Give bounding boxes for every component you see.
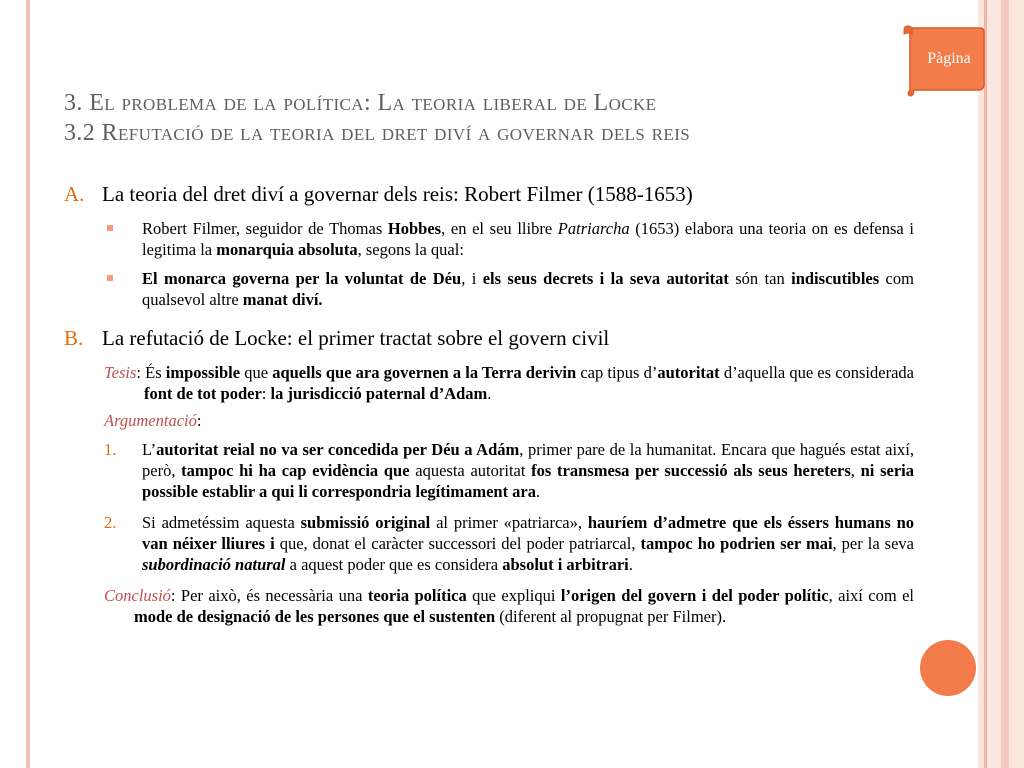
bullet-filmer <box>104 218 914 260</box>
bold-text: fos transmesa per successió als seus hereters <box>531 461 851 480</box>
text: : <box>196 411 202 430</box>
text: , segons la qual: <box>357 240 464 259</box>
bold-text: aquells que ara governen a la Terra derivin <box>272 363 577 382</box>
bullet-square-icon <box>107 225 113 231</box>
text: , primer pare de la humanitat. Encara que hagués estat així, però, <box>142 440 914 480</box>
argument-2-number: 2. <box>104 513 117 532</box>
text: , per la seva <box>832 534 914 553</box>
page-tab-label: Pàgina <box>927 50 971 67</box>
text: , <box>850 461 861 480</box>
bold-text: manat diví. <box>242 290 323 309</box>
text: que expliqui <box>466 586 561 605</box>
bold-text: ni seria possible establir a qui li correspondria legítimament ara <box>142 461 914 501</box>
decorative-circle <box>920 640 976 696</box>
text: cap tipus d’ <box>576 363 658 382</box>
conclusio-paragraph <box>104 585 914 627</box>
argumentacio-label-line <box>104 410 914 431</box>
bold-text: la jurisdicció paternal d’Adam <box>270 384 488 403</box>
text: són tan <box>728 269 792 288</box>
text: d’aquella que es considerada <box>719 363 914 382</box>
text: . <box>628 555 633 574</box>
bold-text: tampoc ho podrien ser mai <box>640 534 833 553</box>
section-b-heading <box>64 324 914 352</box>
bold-text: font de tot poder <box>144 384 262 403</box>
bold-text: hauríem d’admetre que els éssers humans no van néixer lliures i <box>142 513 915 553</box>
argument-1-number: 1. <box>104 440 117 459</box>
section-b-marker: B. <box>64 326 84 350</box>
text: com qualsevol altre <box>142 269 914 309</box>
text: Si admetéssim aquesta <box>142 513 301 532</box>
section-a-heading <box>64 180 914 208</box>
text: al primer «patriarca», <box>430 513 588 532</box>
bold-text: autoritat <box>657 363 720 382</box>
text: Robert Filmer, seguidor de Thomas <box>142 219 388 238</box>
bold-text: impossible <box>165 363 241 382</box>
bullet-monarca <box>104 268 914 310</box>
text: L’ <box>142 440 157 459</box>
bold-italic-text: subordinació natural <box>142 555 286 574</box>
title-line-2: 3.2 Refutació de la teoria del dret diví a governar dels reis <box>64 120 691 146</box>
frame-left-line <box>26 0 30 768</box>
text: . <box>487 384 492 403</box>
section-a-marker: A. <box>64 182 85 206</box>
text: : És <box>136 363 166 382</box>
bold-text: submissió original <box>300 513 431 532</box>
text: que <box>240 363 273 382</box>
italic-text: Patriarcha <box>557 219 630 238</box>
tesis-label: Tesis <box>104 363 137 382</box>
frame-right-line <box>984 0 987 768</box>
bold-text: l’origen del govern i del poder polític <box>560 586 829 605</box>
text: , en el seu llibre <box>441 219 558 238</box>
argument-2 <box>104 512 914 575</box>
text: (diferent al propugnat per Filmer). <box>495 607 727 626</box>
tesis-paragraph <box>104 362 914 404</box>
bold-text: indiscutibles <box>791 269 880 288</box>
bullet-square-icon <box>107 275 113 281</box>
title-line-1: 3. El problema de la política: La teoria liberal de Locke <box>64 90 657 116</box>
text: a aquest poder que es considera <box>285 555 503 574</box>
bold-text: absolut i arbitrari <box>502 555 629 574</box>
section-b-title: La refutació de Locke: el primer tractat sobre el govern civil <box>102 326 610 350</box>
text: , i <box>461 269 483 288</box>
slide-title <box>64 88 964 148</box>
text: que, donat el caràcter successori del poder patriarcal, <box>274 534 641 553</box>
conclusio-label: Conclusió <box>104 586 171 605</box>
text: : <box>261 384 271 403</box>
section-a-bullets <box>104 218 914 310</box>
bold-text: teoria política <box>367 586 467 605</box>
bold-text: El monarca governa per la voluntat de Déu <box>142 269 462 288</box>
argumentacio-label: Argumentació <box>104 411 197 430</box>
text: aquesta autoritat <box>409 461 532 480</box>
bold-text: tampoc hi ha cap evidència que <box>181 461 410 480</box>
text: , així com el <box>828 586 915 605</box>
bold-text: monarquia absoluta <box>216 240 358 259</box>
argument-1 <box>104 439 914 502</box>
slide-content <box>64 180 914 632</box>
page-tab[interactable] <box>902 24 986 98</box>
bold-text: els seus decrets i la seva autoritat <box>482 269 729 288</box>
bold-text: autoritat reial no va ser concedida per Déu a Adám <box>156 440 520 459</box>
text: : Per això, és necessària una <box>170 586 368 605</box>
text: . <box>536 482 541 501</box>
text: (1653) elabora una teoria on es defensa i legitima la <box>142 219 914 259</box>
section-a-title: La teoria del dret diví a governar dels reis: Robert Filmer (1588-1653) <box>102 182 693 206</box>
bold-text: Hobbes <box>387 219 442 238</box>
bold-text: mode de designació de les persones que el sustenten <box>134 607 496 626</box>
frame-right-line-thick <box>1001 0 1009 768</box>
